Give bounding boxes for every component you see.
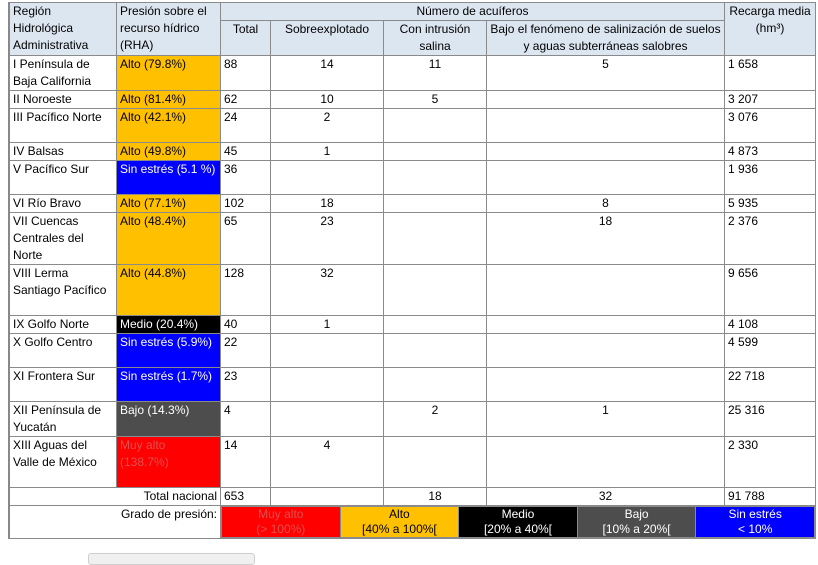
row-saline: 2 [384, 402, 487, 437]
horizontal-scrollbar[interactable] [88, 553, 255, 565]
legend-item [222, 507, 341, 538]
row-total: 40 [221, 316, 271, 334]
row-overexploited: 14 [271, 56, 384, 91]
total-row [10, 488, 816, 506]
row-overexploited [271, 161, 384, 195]
row-brackish [487, 368, 725, 402]
row-overexploited: 18 [271, 195, 384, 213]
header-saline: Con intrusión salina [384, 21, 487, 56]
row-overexploited: 10 [271, 91, 384, 109]
legend-item [696, 507, 815, 538]
table-row [10, 265, 816, 316]
row-brackish: 18 [487, 213, 725, 265]
row-pressure: Alto (48.4%) [117, 213, 221, 265]
legend-item-range: < 10% [738, 522, 773, 536]
row-recharge: 3 207 [725, 91, 816, 109]
legend-items [222, 507, 815, 538]
row-pressure: Alto (44.8%) [117, 265, 221, 316]
total-saline: 18 [384, 488, 487, 506]
row-brackish [487, 161, 725, 195]
row-total: 14 [221, 437, 271, 488]
row-pressure: Bajo (14.3%) [117, 402, 221, 437]
row-pressure: Alto (81.4%) [117, 91, 221, 109]
row-saline: 5 [384, 91, 487, 109]
row-saline [384, 143, 487, 161]
row-region: V Pacífico Sur [10, 161, 117, 195]
total-brackish: 32 [487, 488, 725, 506]
total-recharge: 91 788 [725, 488, 816, 506]
row-recharge: 1 936 [725, 161, 816, 195]
row-overexploited [271, 334, 384, 368]
aquifer-table [9, 2, 816, 539]
row-brackish [487, 91, 725, 109]
header-aquifers: Número de acuíferos [221, 3, 725, 21]
legend-item-name: Medio [501, 507, 535, 521]
row-saline [384, 437, 487, 488]
total-label: Total nacional [10, 488, 221, 506]
row-brackish: 5 [487, 56, 725, 91]
row-pressure: Alto (77.1%) [117, 195, 221, 213]
row-total: 88 [221, 56, 271, 91]
row-total: 4 [221, 402, 271, 437]
row-region: IV Balsas [10, 143, 117, 161]
header-brackish: Bajo el fenómeno de salinización de suelos y aguas subterráneas salobres [487, 21, 725, 56]
row-pressure: Sin estrés (1.7%) [117, 368, 221, 402]
row-overexploited: 4 [271, 437, 384, 488]
row-saline [384, 213, 487, 265]
legend-row [10, 506, 816, 539]
table-row [10, 195, 816, 213]
table-row [10, 316, 816, 334]
header-overexploited: Sobreexplotado [271, 21, 384, 56]
row-region: XII Península de Yucatán [10, 402, 117, 437]
row-brackish [487, 265, 725, 316]
aquifer-table-sheet [8, 2, 816, 539]
row-overexploited: 23 [271, 213, 384, 265]
row-saline [384, 368, 487, 402]
row-overexploited: 32 [271, 265, 384, 316]
row-region: XIII Aguas del Valle de México [10, 437, 117, 488]
row-total: 62 [221, 91, 271, 109]
row-recharge: 22 718 [725, 368, 816, 402]
row-recharge: 4 873 [725, 143, 816, 161]
total-total: 653 [221, 488, 271, 506]
header-total: Total [221, 21, 271, 56]
row-pressure: Sin estrés (5.9%) [117, 334, 221, 368]
legend-item-range: [40% a 100%[ [362, 522, 437, 536]
row-saline [384, 316, 487, 334]
row-total: 45 [221, 143, 271, 161]
row-saline [384, 109, 487, 143]
row-overexploited: 1 [271, 143, 384, 161]
row-total: 22 [221, 334, 271, 368]
row-region: XI Frontera Sur [10, 368, 117, 402]
row-recharge: 3 076 [725, 109, 816, 143]
header-region: Región Hidrológica Administrativa [10, 3, 117, 56]
table-row [10, 161, 816, 195]
row-region: VII Cuencas Centrales del Norte [10, 213, 117, 265]
row-region: IX Golfo Norte [10, 316, 117, 334]
row-saline [384, 161, 487, 195]
row-recharge: 25 316 [725, 402, 816, 437]
row-pressure: Sin estrés (5.1 %) [117, 161, 221, 195]
row-brackish: 1 [487, 402, 725, 437]
table-row [10, 109, 816, 143]
table-row [10, 56, 816, 91]
row-pressure: Alto (49.8%) [117, 143, 221, 161]
row-recharge: 5 935 [725, 195, 816, 213]
row-saline [384, 334, 487, 368]
row-region: VIII Lerma Santiago Pacífico [10, 265, 117, 316]
row-total: 128 [221, 265, 271, 316]
row-recharge: 2 376 [725, 213, 816, 265]
legend-item-name: Muy alto [258, 507, 304, 521]
legend-item-name: Bajo [624, 507, 649, 521]
legend-item [577, 507, 696, 538]
header-row-1 [10, 3, 816, 21]
legend-item-name: Alto [389, 507, 410, 521]
row-brackish [487, 437, 725, 488]
row-region: II Noroeste [10, 91, 117, 109]
row-recharge: 1 658 [725, 56, 816, 91]
legend-item-name: Sin estrés [728, 507, 782, 521]
row-region: III Pacífico Norte [10, 109, 117, 143]
row-recharge: 9 656 [725, 265, 816, 316]
legend-item [459, 507, 578, 538]
row-region: I Península de Baja California [10, 56, 117, 91]
row-saline [384, 195, 487, 213]
row-recharge: 2 330 [725, 437, 816, 488]
header-recharge: Recarga media (hm³) [725, 3, 816, 56]
row-overexploited: 2 [271, 109, 384, 143]
row-total: 36 [221, 161, 271, 195]
legend-label: Grado de presión: [10, 506, 221, 539]
row-brackish [487, 143, 725, 161]
row-overexploited [271, 368, 384, 402]
row-total: 24 [221, 109, 271, 143]
row-overexploited: 1 [271, 316, 384, 334]
row-total: 23 [221, 368, 271, 402]
table-row [10, 143, 816, 161]
legend-item-range: (> 100%) [256, 522, 306, 536]
table-body [10, 56, 816, 488]
row-total: 65 [221, 213, 271, 265]
row-recharge: 4 108 [725, 316, 816, 334]
row-pressure: Alto (42.1%) [117, 109, 221, 143]
row-saline [384, 265, 487, 316]
row-brackish [487, 316, 725, 334]
row-pressure: Medio (20.4%) [117, 316, 221, 334]
row-brackish [487, 109, 725, 143]
legend-item-range: [20% a 40%[ [483, 522, 552, 536]
header-pressure: Presión sobre el recurso hídrico (RHA) [117, 3, 221, 56]
legend-item [340, 507, 459, 538]
table-row [10, 368, 816, 402]
row-brackish: 8 [487, 195, 725, 213]
table-row [10, 91, 816, 109]
legend-table [221, 506, 815, 538]
row-pressure: Alto (79.8%) [117, 56, 221, 91]
table-row [10, 402, 816, 437]
total-over [271, 488, 384, 506]
legend-cells [221, 506, 816, 539]
table-row [10, 334, 816, 368]
row-saline: 11 [384, 56, 487, 91]
row-region: VI Río Bravo [10, 195, 117, 213]
row-region: X Golfo Centro [10, 334, 117, 368]
row-pressure: Muy alto (138.7%) [117, 437, 221, 488]
table-row [10, 213, 816, 265]
row-brackish [487, 334, 725, 368]
table-row [10, 437, 816, 488]
row-recharge: 4 599 [725, 334, 816, 368]
legend-item-range: [10% a 20%[ [602, 522, 671, 536]
row-total: 102 [221, 195, 271, 213]
row-overexploited [271, 402, 384, 437]
